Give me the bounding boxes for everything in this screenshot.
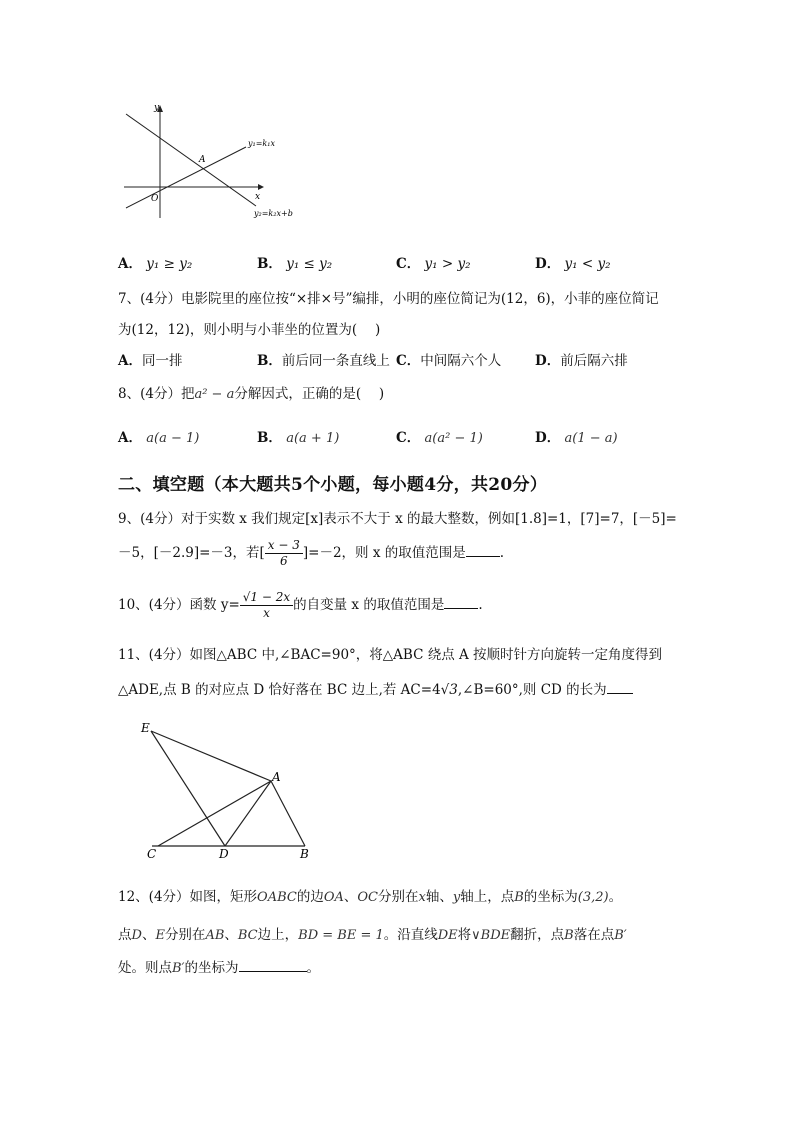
q6-option-c: C． y₁ > y₂ bbox=[396, 256, 471, 272]
segment-ac bbox=[158, 781, 271, 846]
q11-stem-line1: 11、(4分）如图△ABC 中,∠BAC=90°，将△ABC 绕点 A 按顺时针方向旋转一定角度得到 bbox=[118, 647, 663, 663]
q9-fraction: $\frac{x - 3}{6}$ bbox=[265, 538, 303, 569]
q11-triangle-figure bbox=[138, 715, 328, 865]
line2-label: y₂=k₂x+b bbox=[254, 209, 293, 218]
q7-option-a: A．同一排 bbox=[118, 353, 183, 369]
line1-label: y₁=k₁x bbox=[248, 139, 275, 148]
y-axis-label: y bbox=[154, 103, 160, 113]
segment-ab bbox=[271, 781, 305, 846]
q8-option-a: A． a(a − 1) bbox=[118, 430, 200, 446]
q10-stem: 10、(4分）函数 y= $\frac{√1 - 2x}{x}$ 的自变量 x 的取值范围是 . bbox=[118, 590, 483, 620]
q12-answer-blank[interactable] bbox=[239, 957, 307, 972]
q11-answer-blank[interactable] bbox=[607, 679, 633, 694]
origin-label: O bbox=[151, 194, 159, 204]
q8-option-b: B． a(a + 1) bbox=[257, 430, 340, 446]
q6-option-b: B． y₁ ≤ y₂ bbox=[257, 256, 333, 272]
q11-stem-line2: △ADE,点 B 的对应点 D 恰好落在 BC 边上,若 AC=4√3,∠B=60°,则 CD 的长为 bbox=[118, 679, 633, 700]
q12-stem-line2: 点D、E分别在AB、BC边上，BD = BE = 1。沿直线DE将∨BDE翻折，点B落在点B′ bbox=[118, 927, 627, 943]
q12-stem-line1: 12、(4分）如图，矩形OABC的边OA、OC分别在x轴、y轴上，点B的坐标为(3,2)。 bbox=[118, 889, 623, 905]
label-b: B bbox=[300, 847, 309, 861]
q9-stem-line1: 9、(4分）对于实数 x 我们规定[x]表示不大于 x 的最大整数，例如[1.8]=1，[7]=7，[－5]= bbox=[118, 511, 677, 527]
q12-stem-line3: 处。则点B′的坐标为 。 bbox=[118, 957, 320, 979]
q6-option-d: D． y₁ < y₂ bbox=[535, 256, 611, 272]
line-y2 bbox=[126, 114, 256, 206]
q7-option-b: B．前后同一条直线上 bbox=[257, 353, 390, 369]
segment-ea bbox=[151, 731, 271, 781]
q10-fraction: $\frac{√1 - 2x}{x}$ bbox=[240, 590, 293, 621]
q8-option-c: C． a(a² − 1) bbox=[396, 430, 483, 446]
q8-stem: 8、(4分）把a² − a分解因式，正确的是( ) bbox=[118, 386, 385, 402]
q7-stem-line2: 为(12，12)，则小明与小菲坐的位置为( ) bbox=[118, 322, 381, 338]
label-e: E bbox=[141, 721, 150, 735]
label-c: C bbox=[147, 847, 157, 861]
q9-answer-blank[interactable] bbox=[466, 542, 500, 557]
q6-graph-figure bbox=[118, 100, 318, 225]
label-d: D bbox=[219, 847, 229, 861]
q10-answer-blank[interactable] bbox=[444, 594, 478, 609]
q6-option-a: A． y₁ ≥ y₂ bbox=[118, 256, 193, 272]
segment-ad bbox=[225, 781, 271, 846]
x-axis-arrow bbox=[258, 184, 264, 190]
q8-option-d: D． a(1 − a) bbox=[535, 430, 618, 446]
q7-option-c: C．中间隔六个人 bbox=[396, 353, 502, 369]
q7-option-d: D．前后隔六排 bbox=[535, 353, 628, 369]
q7-stem-line1: 7、(4分）电影院里的座位按“×排×号”编排，小明的座位简记为(12，6)，小菲的座位简记 bbox=[118, 291, 659, 307]
label-a: A bbox=[272, 770, 281, 784]
q9-stem-line2: －5，[－2.9]=－3，若[ $\frac{x - 3}{6}$ ]=－2，则 x 的取值范围是 . bbox=[118, 538, 505, 568]
point-a-label: A bbox=[199, 155, 206, 165]
section-title: 二、填空题（本大题共5个小题，每小题4分，共20分） bbox=[118, 475, 548, 495]
x-axis-label: x bbox=[255, 192, 261, 202]
